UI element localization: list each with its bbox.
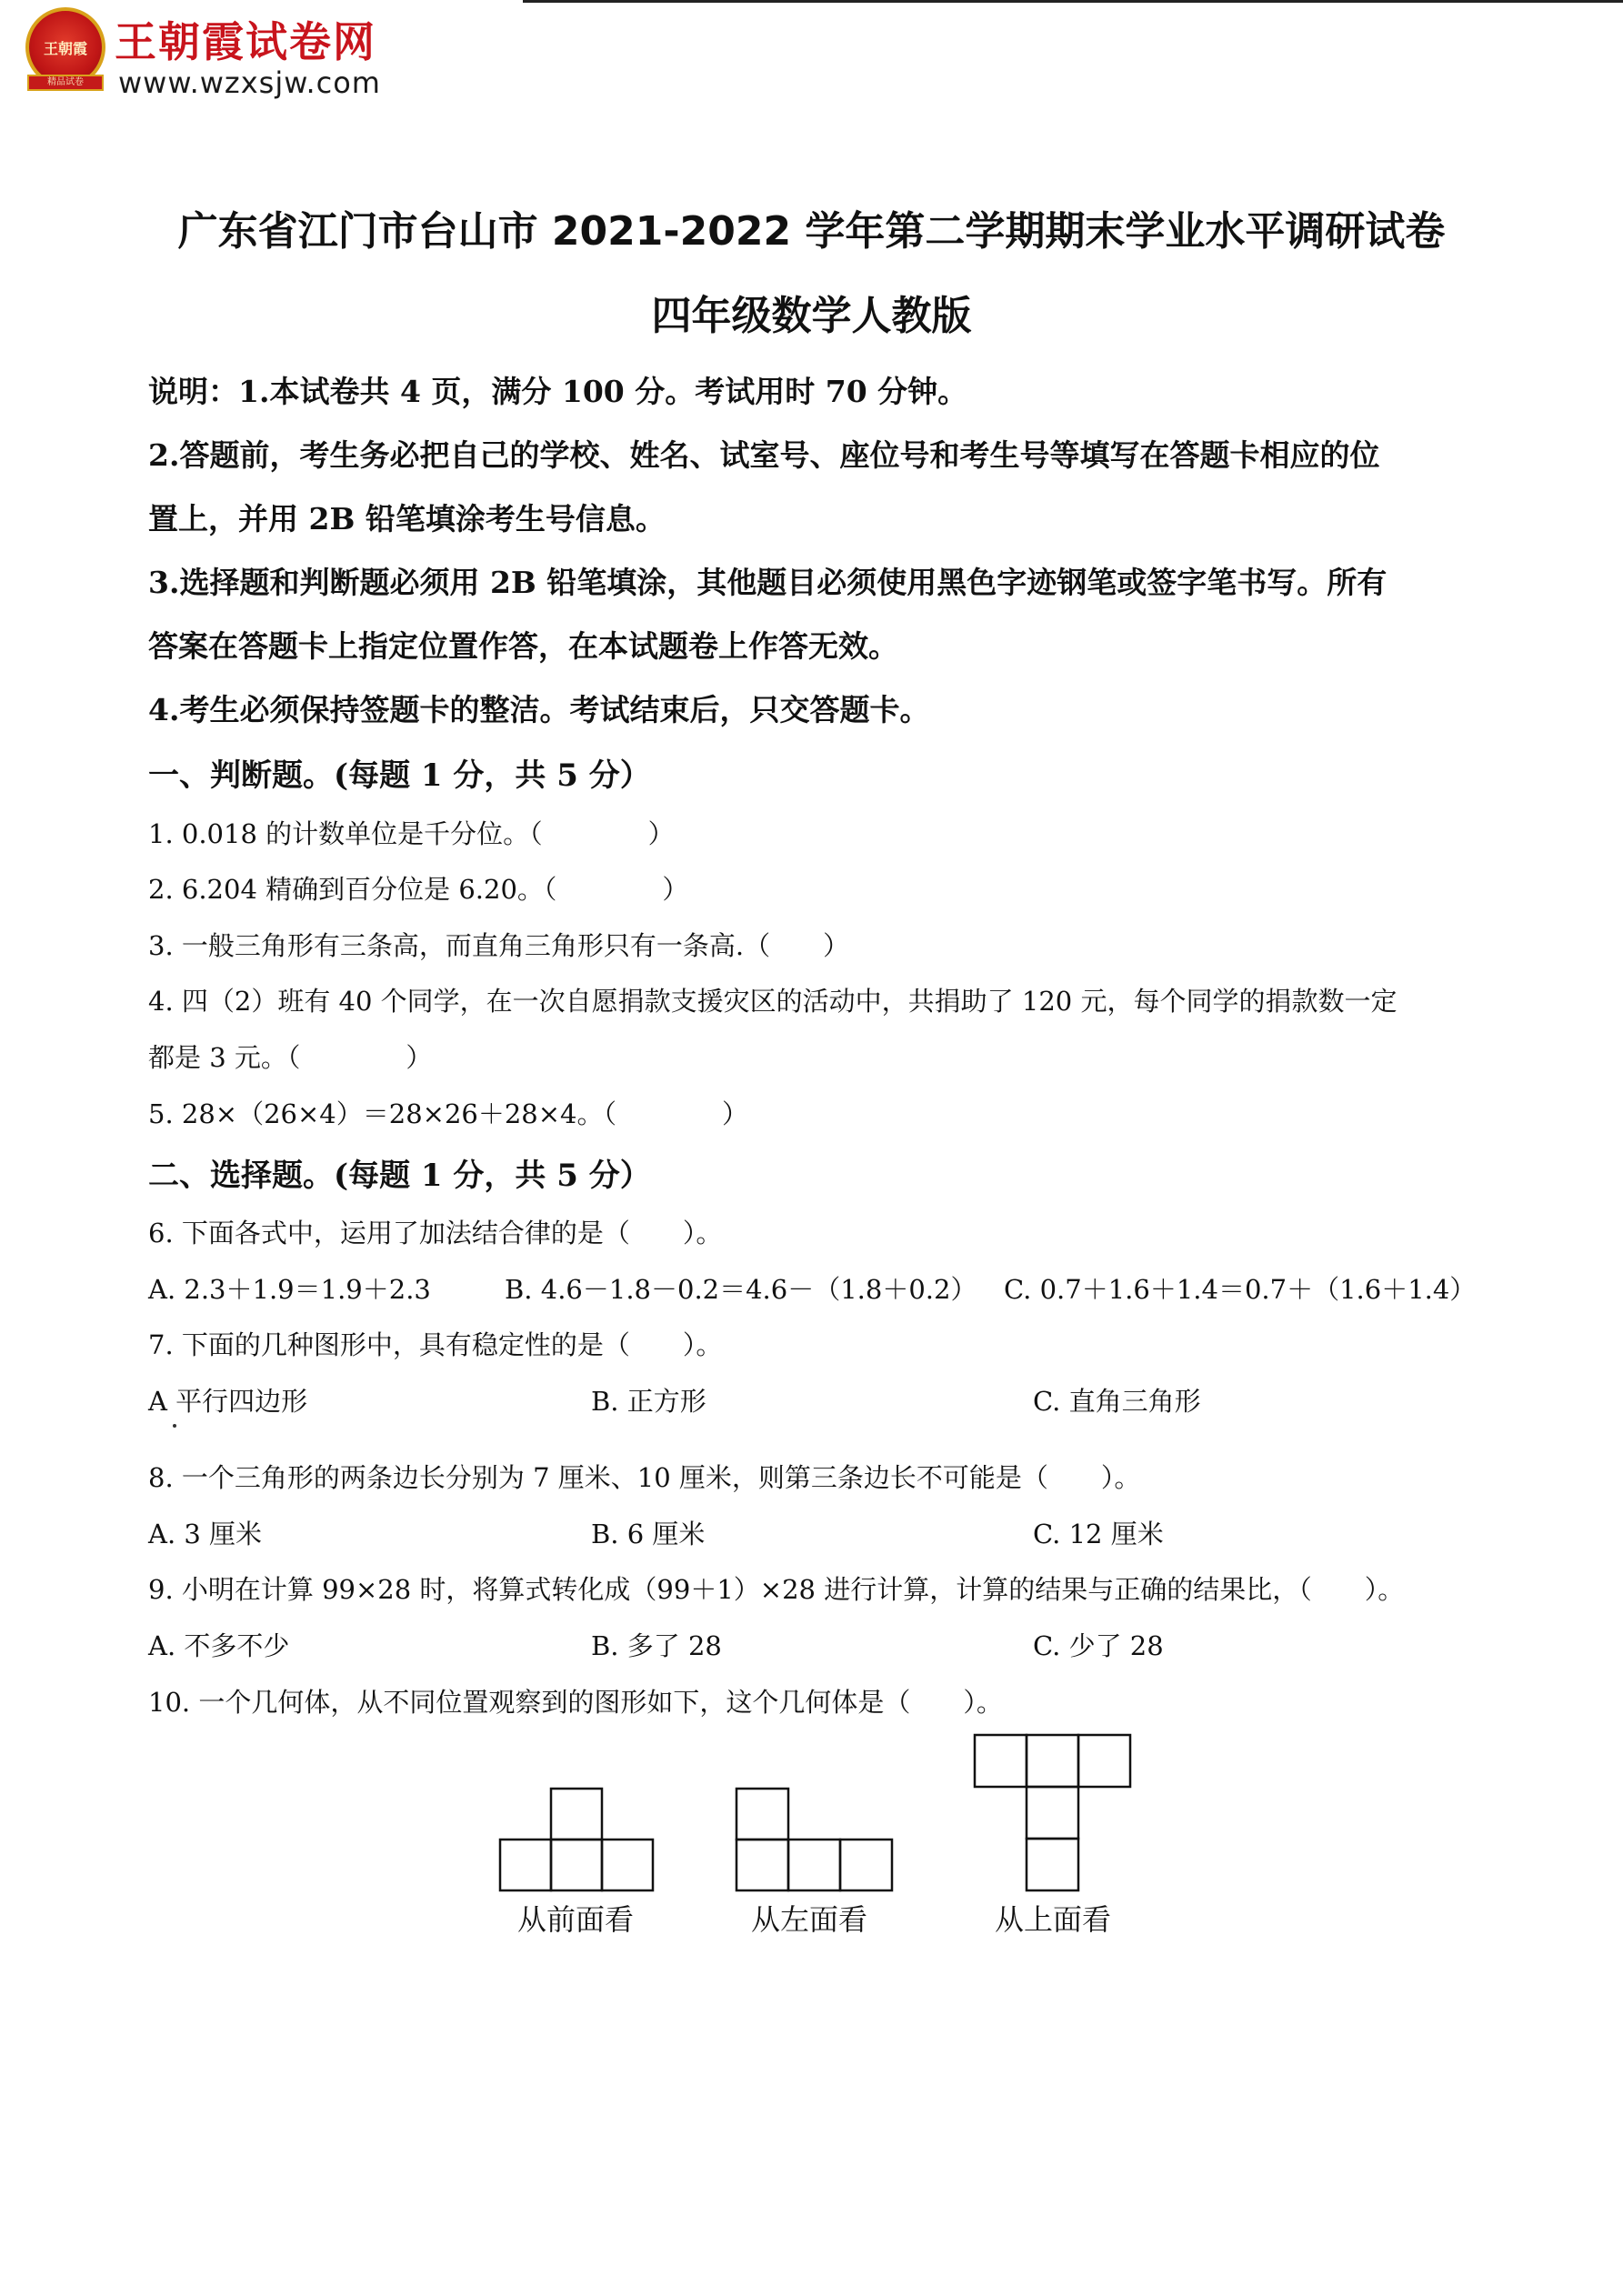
q6-option-a: A. 2.3＋1.9＝1.9＋2.3	[148, 1274, 431, 1305]
q6-option-c: C. 0.7＋1.6＋1.4＝0.7＋（1.6＋1.4）	[1004, 1274, 1477, 1305]
section-heading-judgement: 一、判断题。(每题 1 分，共 5 分）	[148, 757, 651, 794]
front-view-figure	[498, 1787, 656, 1892]
q6-option-b: B. 4.6－1.8－0.2＝4.6－（1.8＋0.2）	[505, 1274, 977, 1305]
instruction-line: 3.选择题和判断题必须用 2B 铅笔填涂，其他题目必须使用黑色字迹钢笔或签字笔书写。所有	[148, 565, 1388, 600]
brand-url[interactable]: www.wzxsjw.com	[118, 65, 381, 100]
top-border-line	[523, 0, 1623, 3]
instruction-line: 答案在答题卡上指定位置作答，在本试题卷上作答无效。	[148, 628, 898, 664]
section-heading-choice: 二、选择题。(每题 1 分，共 5 分）	[148, 1158, 651, 1194]
site-logo[interactable]	[25, 7, 407, 103]
seal-text: 王朝霞	[43, 40, 87, 57]
left-view-label: 从左面看	[751, 1902, 868, 1937]
q9-option-c: C. 少了 28	[1033, 1630, 1164, 1661]
question-6: 6. 下面各式中，运用了加法结合律的是（ ）。	[148, 1218, 723, 1248]
top-view-figure	[973, 1733, 1133, 1892]
question-5: 5. 28×（26×4）＝28×26＋28×4。（ ）	[148, 1098, 748, 1129]
question-3: 3. 一般三角形有三条高，而直角三角形只有一条高.（ ）	[148, 930, 850, 961]
front-view-label: 从前面看	[517, 1902, 635, 1937]
q7-option-c: C. 直角三角形	[1033, 1386, 1201, 1417]
question-1: 1. 0.018 的计数单位是千分位。（ ）	[148, 818, 675, 849]
exam-subtitle: 四年级数学人教版	[651, 293, 972, 339]
question-4: 4. 四（2）班有 40 个同学，在一次自愿捐款支援灾区的活动中，共捐助了 120 元，每个同学的捐款数一定	[148, 986, 1398, 1017]
question-8: 8. 一个三角形的两条边长分别为 7 厘米、10 厘米，则第三条边长不可能是（ ）。	[148, 1462, 1141, 1493]
question-4-continued: 都是 3 元。（ ）	[148, 1042, 433, 1073]
top-view-label: 从上面看	[995, 1902, 1112, 1937]
question-2: 2. 6.204 精确到百分位是 6.20。（ ）	[148, 874, 689, 905]
q8-option-a: A. 3 厘米	[148, 1519, 263, 1549]
stray-dot	[173, 1424, 176, 1428]
question-7: 7. 下面的几种图形中，具有稳定性的是（ ）。	[148, 1329, 723, 1360]
q7-option-b: B. 正方形	[591, 1386, 706, 1417]
instruction-line: 说明：1.本试卷共 4 页，满分 100 分。考试用时 70 分钟。	[148, 374, 968, 409]
exam-title: 广东省江门市台山市 2021-2022 学年第二学期期末学业水平调研试卷	[177, 208, 1446, 255]
q7-option-a: A 平行四边形	[148, 1386, 308, 1417]
seal-ribbon: 精品试卷	[27, 75, 104, 91]
instruction-line: 4.考生必须保持签题卡的整洁。考试结束后，只交答题卡。	[148, 692, 930, 727]
q8-option-b: B. 6 厘米	[591, 1519, 706, 1549]
question-9: 9. 小明在计算 99×28 时，将算式转化成（99＋1）×28 进行计算，计算的结果与正确的结果比，（ ）。	[148, 1574, 1405, 1605]
q9-option-a: A. 不多不少	[148, 1630, 290, 1661]
q8-option-c: C. 12 厘米	[1033, 1519, 1164, 1549]
q9-option-b: B. 多了 28	[591, 1630, 722, 1661]
brand-name: 王朝霞试卷网	[115, 17, 376, 66]
question-10: 10. 一个几何体，从不同位置观察到的图形如下，这个几何体是（ ）。	[148, 1687, 1003, 1718]
instruction-line: 置上，并用 2B 铅笔填涂考生号信息。	[148, 501, 666, 536]
left-view-figure	[735, 1787, 895, 1892]
instruction-line: 2.答题前，考生务必把自己的学校、姓名、试室号、座位号和考生号等填写在答题卡相应的位	[148, 437, 1380, 473]
